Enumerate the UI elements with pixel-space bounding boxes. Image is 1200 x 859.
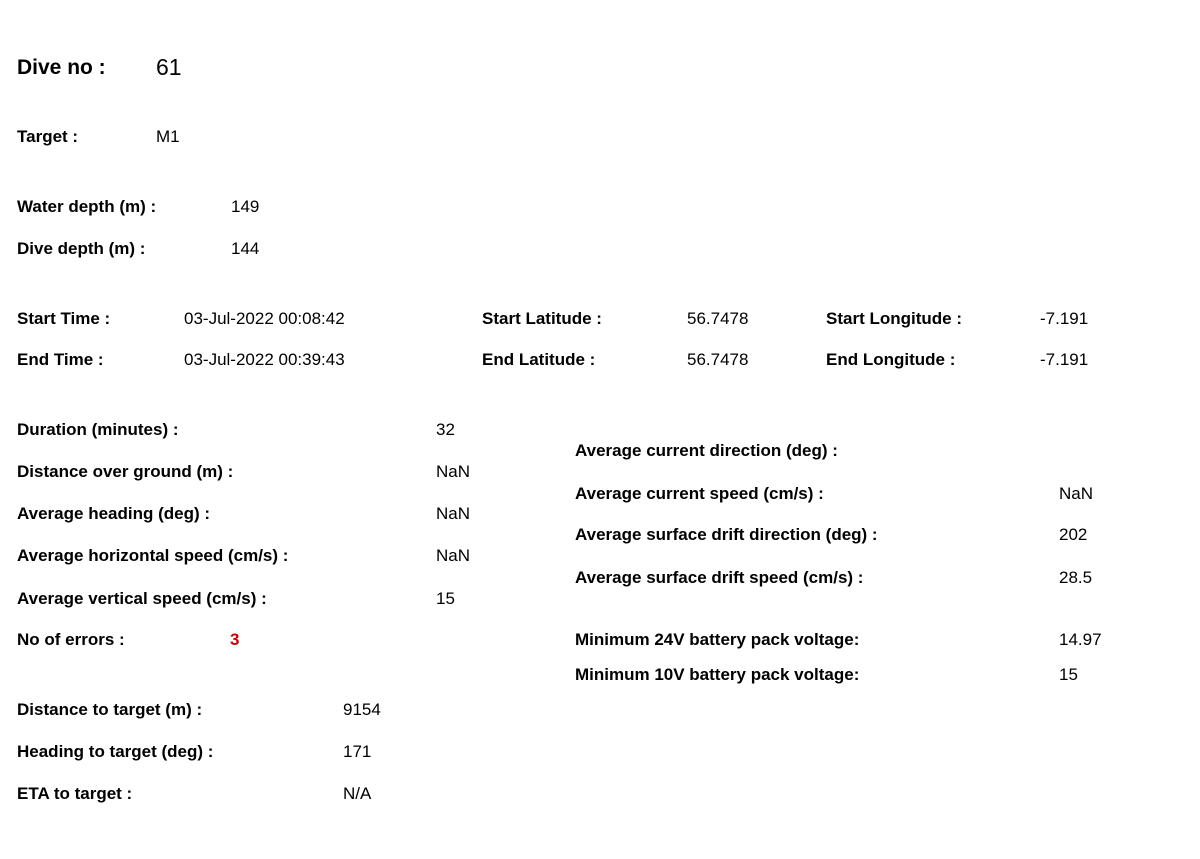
average-heading-value: NaN [436, 504, 471, 523]
heading-to-target-label: Heading to target (deg) : [17, 742, 214, 761]
surface-drift-direction-value: 202 [1059, 525, 1088, 544]
duration-value: 32 [436, 420, 455, 439]
water-depth-value: 149 [231, 197, 260, 216]
duration-label: Duration (minutes) : [17, 420, 179, 439]
distance-to-target-value: 9154 [343, 700, 381, 719]
end-longitude-label: End Longitude : [826, 350, 956, 369]
dive-depth-value: 144 [231, 239, 260, 258]
eta-to-target-value: N/A [343, 784, 372, 803]
min-10v-battery-label: Minimum 10V battery pack voltage: [575, 665, 860, 684]
end-latitude-value: 56.7478 [687, 350, 749, 369]
end-time-value: 03-Jul-2022 00:39:43 [184, 350, 345, 369]
errors-value: 3 [230, 630, 240, 649]
dive-depth-label: Dive depth (m) : [17, 239, 146, 258]
average-horizontal-speed-label: Average horizontal speed (cm/s) : [17, 546, 289, 565]
end-time-label: End Time : [17, 350, 104, 369]
average-vertical-speed-label: Average vertical speed (cm/s) : [17, 589, 267, 608]
surface-drift-speed-label: Average surface drift speed (cm/s) : [575, 568, 864, 587]
current-speed-label: Average current speed (cm/s) : [575, 484, 824, 503]
current-speed-value: NaN [1059, 484, 1094, 503]
start-time-value: 03-Jul-2022 00:08:42 [184, 309, 345, 328]
dive-no-value: 61 [156, 54, 182, 80]
min-24v-battery-value: 14.97 [1059, 630, 1102, 649]
distance-over-ground-label: Distance over ground (m) : [17, 462, 234, 481]
start-longitude-label: Start Longitude : [826, 309, 962, 328]
min-10v-battery-value: 15 [1059, 665, 1078, 684]
min-24v-battery-label: Minimum 24V battery pack voltage: [575, 630, 860, 649]
start-time-label: Start Time : [17, 309, 111, 328]
start-latitude-value: 56.7478 [687, 309, 749, 328]
dive-no-label: Dive no : [17, 56, 106, 79]
distance-over-ground-value: NaN [436, 462, 471, 481]
average-vertical-speed-value: 15 [436, 589, 455, 608]
eta-to-target-label: ETA to target : [17, 784, 133, 803]
average-horizontal-speed-value: NaN [436, 546, 471, 565]
start-longitude-value: -7.191 [1040, 309, 1089, 328]
end-longitude-value: -7.191 [1040, 350, 1089, 369]
distance-to-target-label: Distance to target (m) : [17, 700, 203, 719]
errors-label: No of errors : [17, 630, 125, 649]
end-latitude-label: End Latitude : [482, 350, 596, 369]
target-value: M1 [156, 127, 180, 146]
start-latitude-label: Start Latitude : [482, 309, 602, 328]
target-label: Target : [17, 127, 79, 146]
water-depth-label: Water depth (m) : [17, 197, 157, 216]
surface-drift-speed-value: 28.5 [1059, 568, 1093, 587]
average-heading-label: Average heading (deg) : [17, 504, 211, 523]
surface-drift-direction-label: Average surface drift direction (deg) : [575, 525, 878, 544]
current-direction-label: Average current direction (deg) : [575, 441, 838, 460]
heading-to-target-value: 171 [343, 742, 372, 761]
